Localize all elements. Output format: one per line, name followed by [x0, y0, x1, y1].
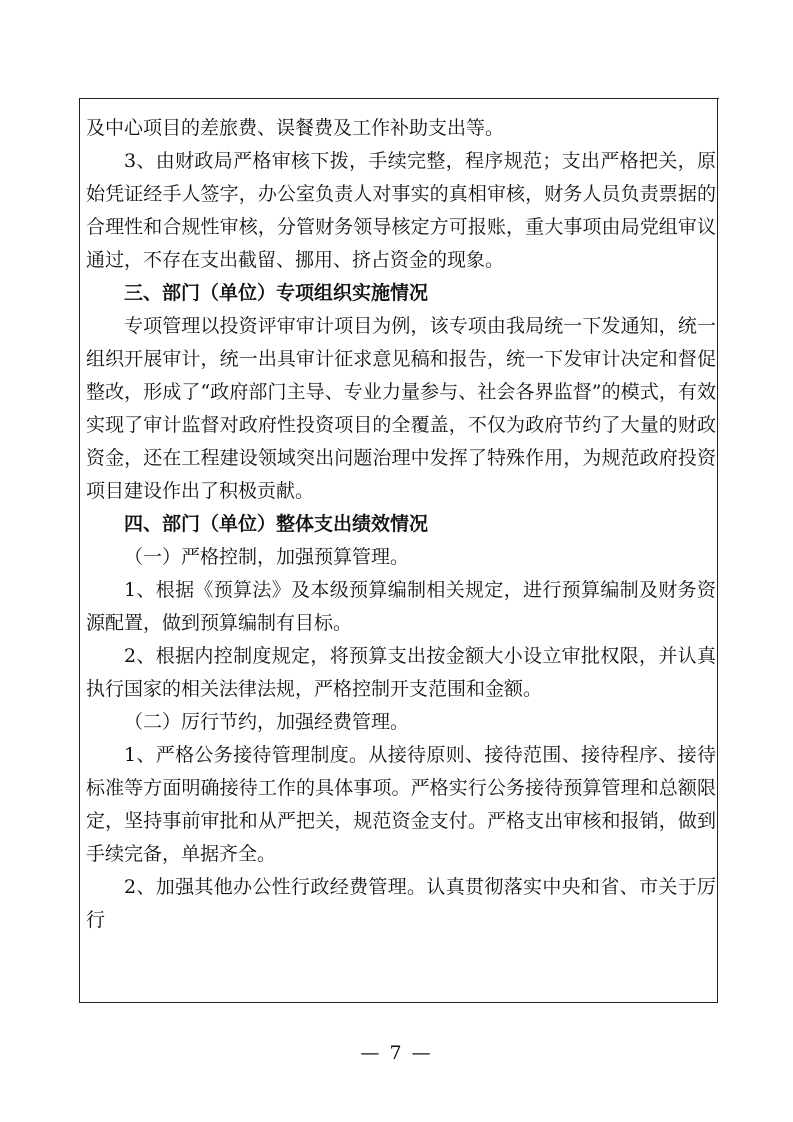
section-heading-4: 四、部门（单位）整体支出绩效情况 [124, 513, 429, 535]
section-heading-3: 三、部门（单位）专项组织实施情况 [124, 282, 429, 304]
subsection-heading-1: （一）严格控制，加强预算管理。 [124, 546, 410, 568]
paragraph-special-project: 专项管理以投资评审审计项目为例，该专项由我局统一下发通知，统一组织开展审计，统一出具审计征求意见稿和报告，统一下发审计决定和督促整改，形成了“政府部门主导、专业力量参与、社会各界监督”的模式，有效实现了审计监督对政府性投资项目的全覆盖，不仅为政府节约了大量的财政资金，还在工程建设领域突出问题治理中发挥了特殊作用，为规范政府投资项目建设作出了积极贡献。 [86, 315, 716, 502]
paragraph-approval-process: 3、由财政局严格审核下拨，手续完整，程序规范；支出严格把关，原始凭证经手人签字，办公室负责人对事实的真相审核，财务人员负责票据的合理性和合规性审核，分管财务领导核定方可报账，重大事项由局党组审议通过，不存在支出截留、挪用、挤占资金的现象。 [86, 150, 716, 271]
paragraph-budget-law: 1、根据《预算法》及本级预算编制相关规定，进行预算编制及财务资源配置，做到预算编制有目标。 [86, 579, 716, 634]
paragraph-continuation: 及中心项目的差旅费、误餐费及工作补助支出等。 [86, 117, 505, 139]
document-body [86, 112, 716, 937]
subsection-heading-2: （二）厉行节约，加强经费管理。 [124, 711, 410, 733]
paragraph-admin-expenses: 2、加强其他办公性行政经费管理。认真贯彻落实中央和省、市关于厉行 [86, 876, 716, 931]
paragraph-internal-control: 2、根据内控制度规定，将预算支出按金额大小设立审批权限，并认真执行国家的相关法律法规，严格控制开支范围和金额。 [86, 645, 716, 700]
page-number: — 7 — [360, 1042, 433, 1064]
paragraph-reception-management: 1、严格公务接待管理制度。从接待原则、接待范围、接待程序、接待标准等方面明确接待工作的具体事项。严格实行公务接待预算管理和总额限定，坚持事前审批和从严把关，规范资金支付。严格支出审核和报销，做到手续完备，单据齐全。 [86, 744, 716, 865]
